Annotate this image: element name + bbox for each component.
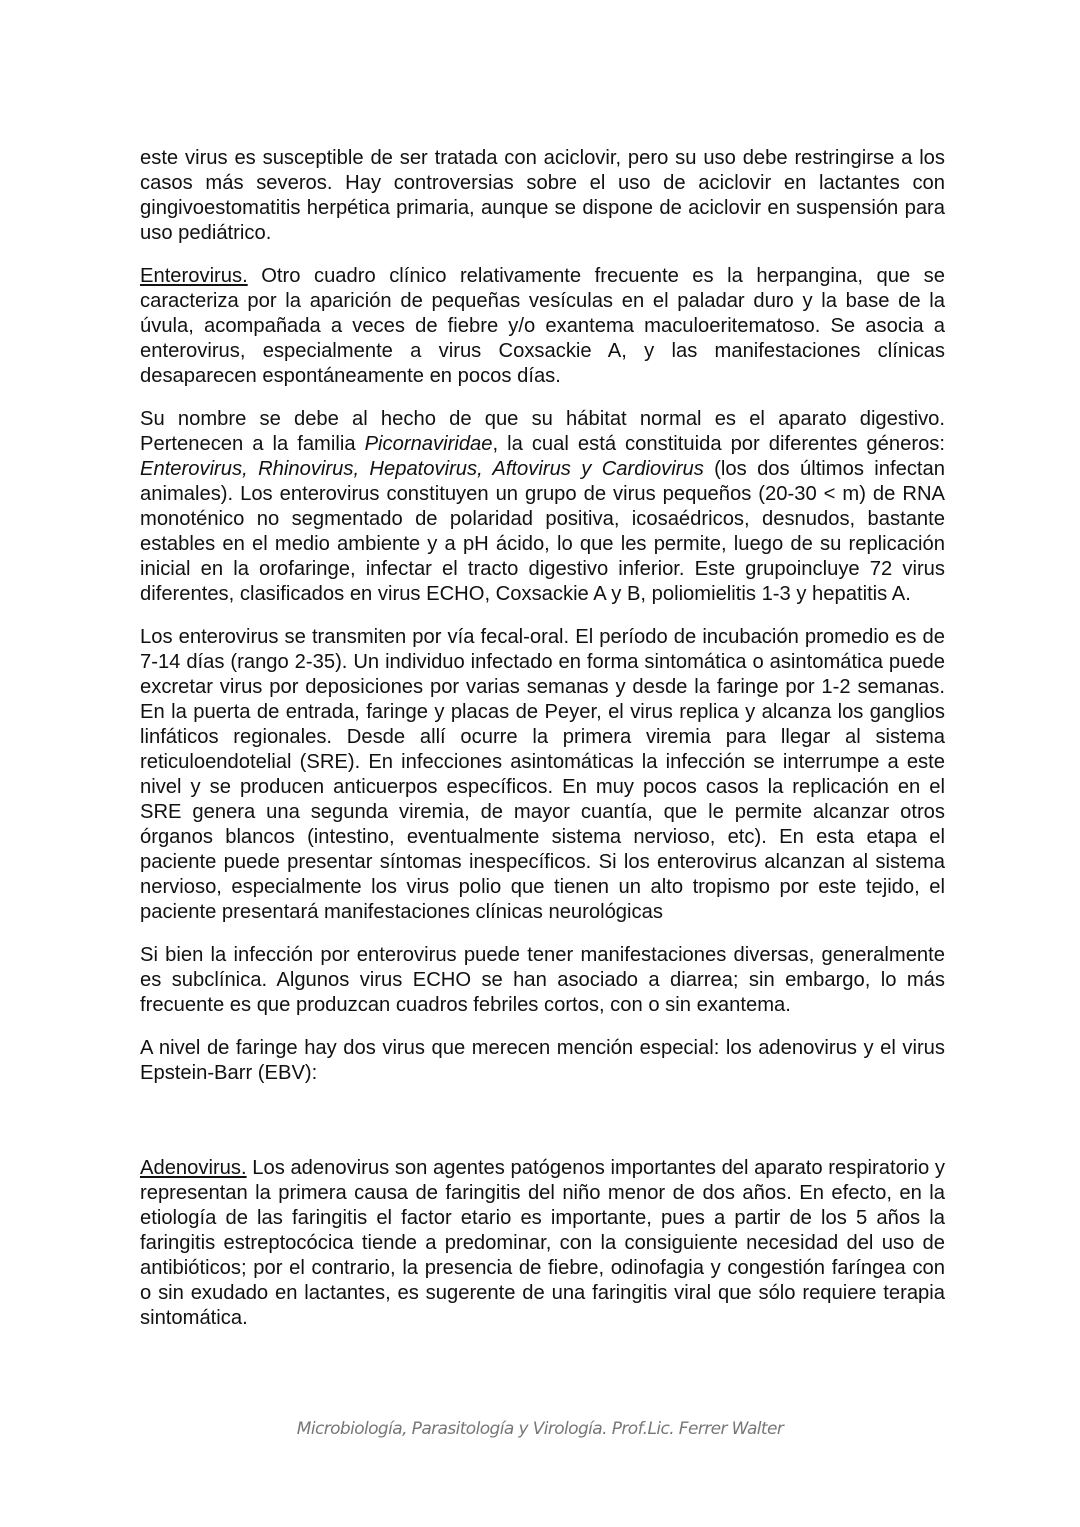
paragraph-enterovirus-classification	[140, 407, 945, 607]
paragraph-text: este virus es susceptible de ser tratada con aciclovir, pero su uso debe restringirse a los casos más severos. Hay controversias sobre el uso de aciclovir en lactantes con gingivoestomatitis herpética primaria, aunque se dispone de aciclovir en suspensión para uso pediátrico.	[140, 147, 945, 244]
paragraph-text: Su nombre se debe al hecho de que su hábitat normal es el aparato digestivo. Pertenecen a la familia	[140, 408, 945, 455]
paragraph-enterovirus-intro	[140, 264, 945, 389]
blank-space	[140, 1104, 945, 1156]
paragraph-enterovirus-transmission	[140, 625, 945, 925]
section-heading-enterovirus: Enterovirus.	[140, 265, 248, 287]
paragraph-text: Los enterovirus se transmiten por vía fecal-oral. El período de incubación promedio es de 7-14 días (rango 2-35). Un individuo infectado en forma sintomática o asintomática puede excretar virus por deposiciones por varias semanas y desde la faringe por 1-2 semanas. En la puerta de entrada, faringe y placas de Peyer, el virus replica y alcanza los ganglios linfáticos regionales. Desde allí ocurre la primera viremia para llegar al sistema reticuloendotelial (SRE). En infecciones asintomáticas la infección se interrumpe a este nivel y se producen anticuerpos específicos. En muy pocos casos la replicación en el SRE genera una segunda viremia, de mayor cuantía, que le permite alcanzar otros órganos blancos (intestino, eventualmente sistema nervioso, etc). En esta etapa el paciente puede presentar síntomas inespecíficos. Si los enterovirus alcanzan al sistema nervioso, especialmente los virus polio que tienen un alto tropismo por este tejido, el paciente presentará manifestaciones clínicas neurológicas	[140, 626, 945, 923]
paragraph-text: A nivel de faringe hay dos virus que merecen mención especial: los adenovirus y el virus Epstein-Barr (EBV):	[140, 1037, 945, 1084]
paragraph-adenovirus	[140, 1156, 945, 1331]
page-footer: Microbiología, Parasitología y Virología. Prof.Lic. Ferrer Walter	[296, 1419, 784, 1439]
paragraph-text: Si bien la infección por enterovirus puede tener manifestaciones diversas, generalmente es subclínica. Algunos virus ECHO se han asociado a diarrea; sin embargo, lo más frecuente es que produzcan cuadros febriles cortos, con o sin exantema.	[140, 944, 945, 1016]
paragraph-text: Otro cuadro clínico relativamente frecuente es la herpangina, que se caracteriza por la aparición de pequeñas vesículas en el paladar duro y la base de la úvula, acompañada a veces de fiebre y/o exantema maculoeritematoso. Se asocia a enterovirus, especialmente a virus Coxsackie A, y las manifestaciones clínicas desaparecen espontáneamente en pocos días.	[140, 265, 945, 387]
paragraph-pharynx-viruses	[140, 1036, 945, 1086]
paragraph-text: Los adenovirus son agentes patógenos importantes del aparato respiratorio y representan la primera causa de faringitis del niño menor de dos años. En efecto, en la etiología de las faringitis el factor etario es importante, pues a partir de los 5 años la faringitis estreptocócica tiende a predominar, con la consiguiente necesidad del uso de antibióticos; por el contrario, la presencia de fiebre, odinofagia y congestión faríngea con o sin exudado en lactantes, es sugerente de una faringitis viral que sólo requiere terapia sintomática.	[140, 1157, 945, 1329]
paragraph-text: , la cual está constituida por diferentes géneros:	[492, 433, 945, 455]
paragraph-aciclovir	[140, 146, 945, 246]
italic-family-name: Picornaviridae	[364, 433, 493, 455]
italic-genera-list: Enterovirus, Rhinovirus, Hepatovirus, Aftovirus y Cardiovirus	[140, 458, 704, 480]
section-heading-adenovirus: Adenovirus.	[140, 1157, 247, 1179]
paragraph-text: (los dos últimos infectan animales). Los enterovirus constituyen un grupo de virus pequeños (20-30 < m) de RNA monoténico no segmentado de polaridad positiva, icosaédricos, desnudos, bastante estables en el medio ambiente y a pH ácido, lo que les permite, luego de su replicación inicial en la orofaringe, infectar el tracto digestivo inferior. Este grupoincluye 72 virus diferentes, clasificados en virus ECHO, Coxsackie A y B, poliomielitis 1-3 y hepatitis A.	[140, 458, 945, 605]
document-body	[140, 146, 945, 1331]
paragraph-enterovirus-manifestations	[140, 943, 945, 1018]
